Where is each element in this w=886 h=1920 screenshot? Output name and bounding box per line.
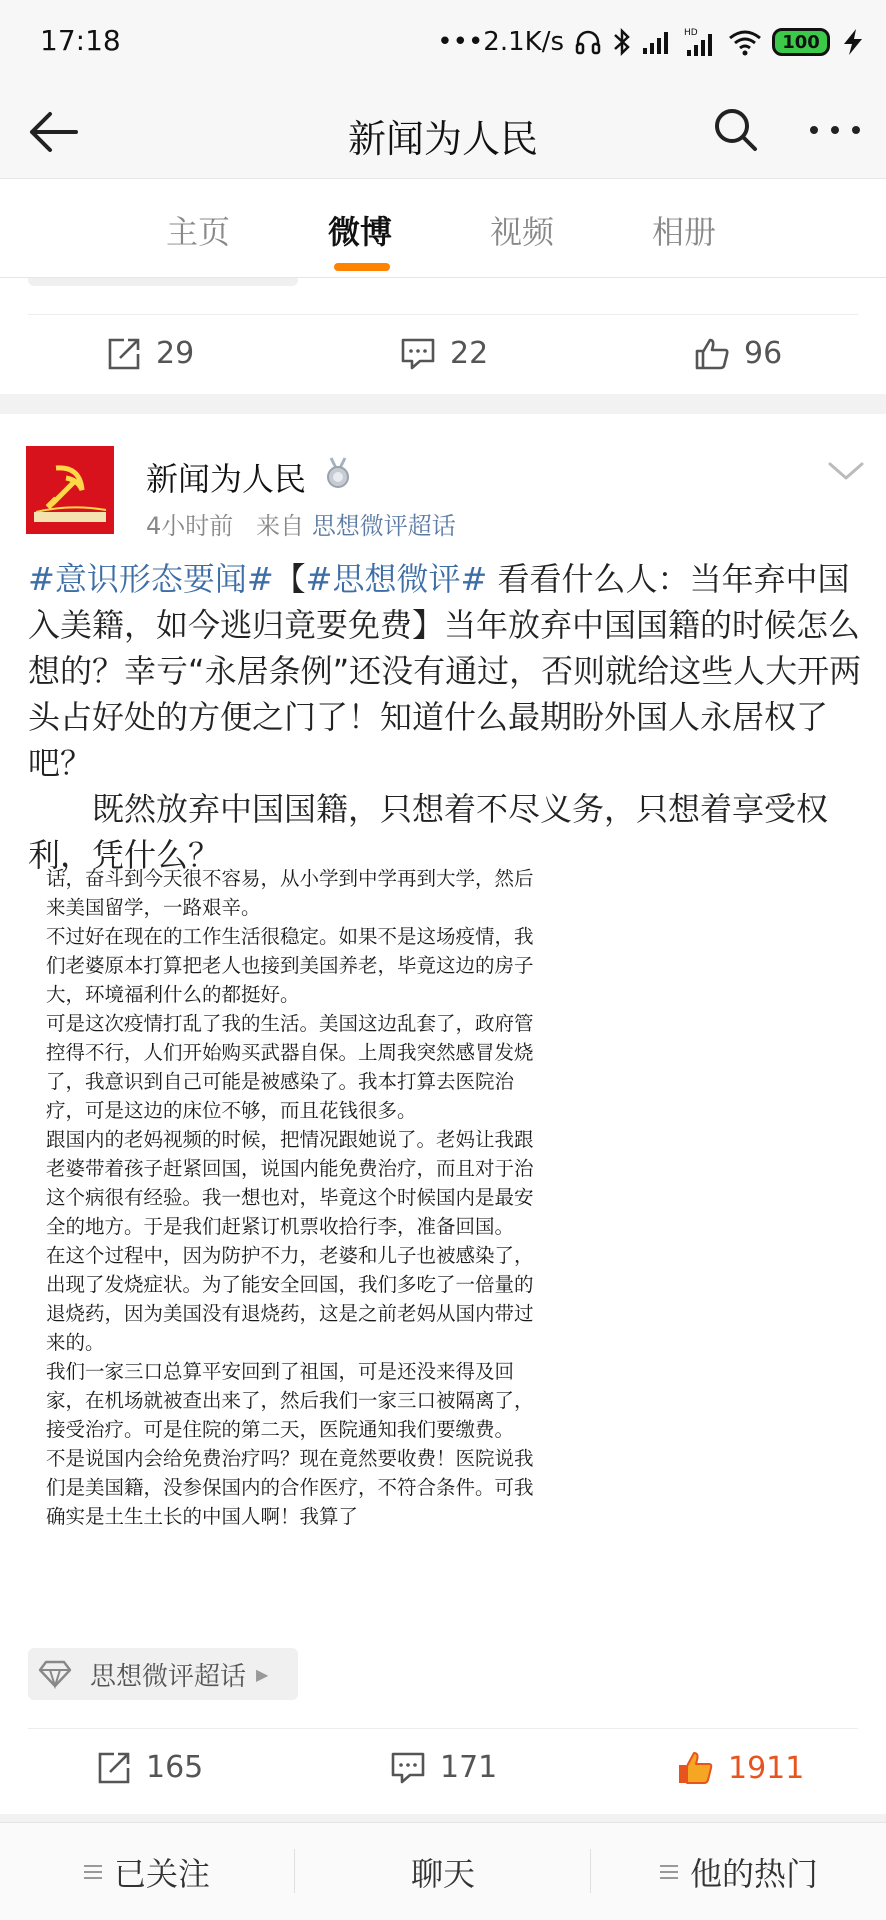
- repost-count: 165: [146, 1750, 204, 1785]
- search-icon[interactable]: [708, 102, 764, 158]
- battery-icon: 100: [772, 28, 830, 56]
- wifi-icon: [728, 28, 762, 56]
- bottom-bar: [0, 1822, 886, 1920]
- more-options-icon[interactable]: [800, 102, 870, 158]
- post-meta: [146, 506, 456, 541]
- tab-weibo[interactable]: 微博: [328, 213, 393, 251]
- signal-icon: [642, 28, 674, 56]
- tab-videos[interactable]: 视频: [490, 213, 555, 251]
- status-time: 17:18: [40, 24, 121, 57]
- page-title: 新闻为人民: [347, 117, 538, 161]
- repost-icon: [106, 337, 142, 371]
- supertopic-chip[interactable]: [28, 1648, 298, 1700]
- nav-bar: [0, 86, 886, 178]
- post-body: [28, 556, 868, 878]
- comment-count: 171: [440, 1750, 498, 1785]
- bluetooth-icon: [612, 27, 632, 57]
- chat-button[interactable]: [411, 1849, 475, 1895]
- post-paragraph: 既然放弃中国国籍，只想着不尽义务，只想着享受权利，凭什么？: [28, 790, 829, 874]
- active-tab-indicator: [334, 263, 390, 271]
- chevron-down-icon[interactable]: [826, 456, 866, 486]
- divider: [294, 1849, 295, 1893]
- followed-label: 已关注: [114, 1855, 211, 1893]
- post-from-label: 来自: [256, 512, 305, 540]
- previous-post-stub: [28, 278, 298, 286]
- thumbs-up-icon: [694, 337, 730, 371]
- comment-button[interactable]: [390, 1750, 497, 1785]
- hot-posts-button[interactable]: [660, 1849, 818, 1895]
- hashtag-link[interactable]: #思想微评#: [305, 560, 488, 598]
- chat-label: 聊天: [411, 1855, 476, 1893]
- network-speed: •••2.1K/s: [437, 27, 564, 57]
- comment-button[interactable]: [400, 336, 488, 371]
- avatar[interactable]: [26, 446, 114, 534]
- thumbs-up-filled-icon: [676, 1750, 714, 1786]
- post-paragraph: [28, 556, 868, 786]
- status-icons: [437, 20, 866, 64]
- post-time: 4小时前: [146, 512, 234, 540]
- comment-count: 22: [450, 336, 489, 371]
- post-image[interactable]: [28, 867, 548, 1596]
- menu-lines-icon: [660, 1864, 678, 1880]
- author-name[interactable]: 新闻为人民: [146, 460, 307, 498]
- supertopic-label: 思想微评超话: [90, 1661, 247, 1692]
- like-button[interactable]: [694, 336, 782, 371]
- followed-button[interactable]: [84, 1849, 210, 1895]
- hashtag-link[interactable]: #意识形态要闻#: [28, 560, 274, 598]
- hot-posts-label: 他的热门: [690, 1855, 819, 1893]
- like-count: 96: [744, 336, 783, 371]
- like-button[interactable]: [676, 1750, 804, 1786]
- repost-button[interactable]: [106, 336, 194, 371]
- signal-hd-icon: [684, 26, 718, 58]
- divider: [28, 314, 858, 315]
- menu-lines-icon: [84, 1864, 102, 1880]
- post-card: [0, 414, 886, 1814]
- tab-albums[interactable]: 相册: [652, 213, 717, 251]
- repost-icon: [96, 1751, 132, 1785]
- svg-text:HD: HD: [684, 28, 698, 38]
- post-source-link[interactable]: 思想微评超话: [311, 512, 456, 540]
- repost-button[interactable]: [96, 1750, 203, 1785]
- charging-icon: [840, 27, 866, 57]
- post-image-text: 话，奋斗到今天很不容易，从小学到中学再到大学，然后来美国留学，一路艰辛。 不过好在现在的工作生活很稳定。如果不是这场疫情，我们老婆原本打算把老人也接到美国养老，毕竟这边的房子大，环境福利什么的都挺好。 可是这次疫情打乱了我的生活。美国这边乱套了，政府管控得不行，人们开始购买武器自保。上周我突然感冒发烧了，我意识到自己可能是被感染了。我本打算去医院治疗，可是这边的床位不够，而且花钱很多。 跟国内的老妈视频的时候，把情况跟她说了。老妈让我跟老婆带着孩子赶紧回国，说国内能免费治疗，而且对于治这个病很有经验。我一想也对，毕竟这个时候国内是最安全的地方。于是我们赶紧订机票收拾行李，准备回国。 在这个过程中，因为防护不力，老婆和儿子也被感染了，出现了发烧症状。为了能安全回国，我们多吃了一倍量的退烧药，因为美国没有退烧药，这是之前老妈从国内带过来的。 我们一家三口总算平安回到了祖国，可是还没来得及回家，在机场就被查出来了，然后我们一家三口被隔离了，接受治疗。可是住院的第二天，医院通知我们要缴费。 不是说国内会给免费治疗吗？现在竟然要收费！医院说我们是美国籍，没参保国内的合作医疗，不符合条件。可我确实是土生土长的中国人啊！我算了: [46, 867, 534, 1528]
- repost-count: 29: [156, 336, 195, 371]
- previous-post-card: [0, 278, 886, 394]
- bracket-open: 【: [273, 560, 306, 598]
- headphones-icon: [574, 28, 602, 56]
- diamond-icon: [38, 1659, 72, 1689]
- party-emblem-icon: [26, 446, 114, 534]
- medal-icon: [322, 456, 354, 490]
- triangle-right-icon: ▶: [256, 1664, 269, 1684]
- tab-home[interactable]: 主页: [166, 213, 231, 251]
- divider: [28, 1728, 858, 1729]
- like-count: 1911: [728, 1750, 805, 1786]
- comment-icon: [400, 337, 436, 371]
- profile-tabs: [0, 178, 886, 278]
- divider: [590, 1849, 591, 1893]
- status-bar: [0, 0, 886, 86]
- comment-icon: [390, 1751, 426, 1785]
- post-headline: 看看什么人：当年弃中国入美籍，如今逃归竟要免费】当年放弃中国国籍的时候怎么想的？幸亏“永居条例”还没有通过，否则就给这些人大开两头占好处的方便之门了！知道什么最期盼外国人永居权了吧？: [28, 560, 862, 782]
